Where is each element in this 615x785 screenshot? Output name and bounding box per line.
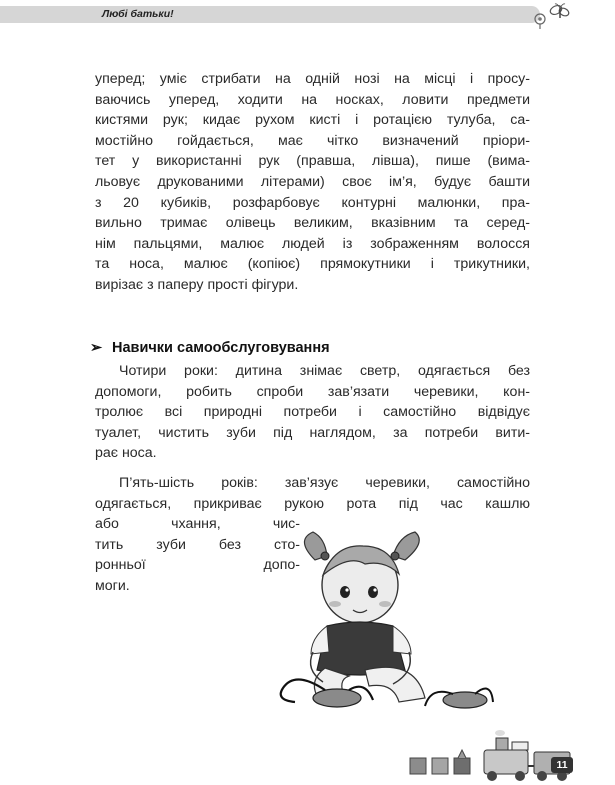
text-line: Чотири роки: дитина знімає светр, одягається без: [119, 363, 530, 379]
text-line: туалет, чистить зуби під наглядом, за потреби вити-: [95, 424, 530, 441]
text-line: мостійно гойдається, має чітко визначений пріори-: [95, 132, 530, 149]
girl-tying-shoes-illustration: [265, 530, 495, 715]
butterfly-flower-icon: [526, 0, 576, 30]
text-line: тить зуби без сто-: [95, 536, 300, 553]
text-line: тет у використанні рук (правша, лівша), пише (вима-: [95, 153, 530, 170]
paragraph-motor-skills: [95, 69, 530, 296]
text-line: моги.: [95, 577, 130, 594]
text-line: або чхання, чис-: [95, 516, 300, 533]
text-line: рає носа.: [95, 445, 157, 462]
text-line: П’ять-шість років: зав’язує черевики, самостійно: [119, 475, 530, 491]
text-line: льовує друкованими літерами) своє ім’я, будує башти: [95, 173, 530, 190]
text-line: тролює всі природні потреби і самостійно відвідує: [95, 404, 530, 421]
text-line: з 20 кубиків, розфарбовує контурні малюнки, пра-: [95, 194, 530, 211]
section-title: Навички самообслуговування: [112, 340, 330, 356]
header-bar: [0, 6, 540, 23]
text-line: допомоги, робить спроби зав’язати черевики, кон-: [95, 383, 530, 400]
text-line: нім пальцями, малює людей із зображенням волосся: [95, 235, 530, 252]
text-line: ваючись уперед, ходити на носках, ловити предмети: [95, 91, 530, 108]
text-line: вирізає з паперу прості фігури.: [95, 276, 299, 293]
text-line: вильно тримає олівець великим, вказівним та серед-: [95, 215, 530, 232]
text-line: та носа, малює (копіює) прямокутники і трикутники,: [95, 256, 530, 273]
arrow-bullet-icon: ➢: [90, 340, 103, 356]
page-number: 11: [551, 757, 573, 773]
text-line: ронньої допо-: [95, 557, 300, 574]
paragraph-four-years: [95, 361, 530, 464]
text-line: уперед; уміє стрибати на одній нозі на місці і просу-: [95, 71, 530, 87]
toy-train-and-blocks-icon: [400, 728, 615, 785]
header-title: Любі батьки!: [102, 8, 174, 20]
text-line: кистями рук; кидає рухом кисті і ротацією тулуба, са-: [95, 112, 530, 129]
text-line: одягається, прикриває рукою рота під час кашлю: [95, 495, 530, 512]
section-heading: [90, 339, 530, 357]
